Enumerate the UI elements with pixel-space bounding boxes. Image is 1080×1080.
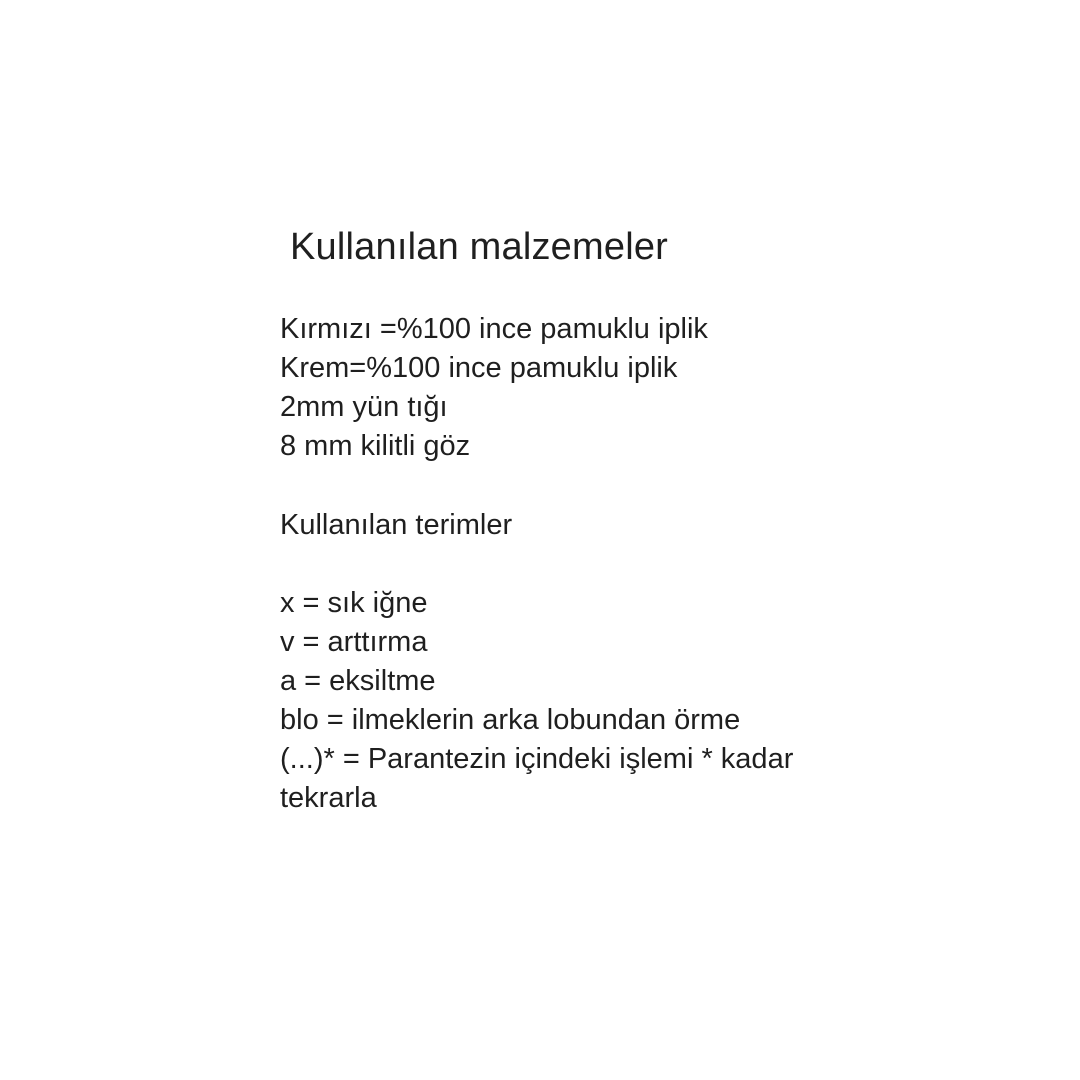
material-item: 2mm yün tığı [280,391,448,423]
term-item: blo = ilmeklerin arka lobundan örme [280,704,741,736]
page-title: Kullanılan malzemeler [290,226,669,268]
materials-list [280,310,708,466]
material-item: 8 mm kilitli göz [280,430,471,462]
term-item: a = eksiltme [280,665,436,697]
term-item: v = arttırma [280,626,428,658]
term-item: (...)* = Parantezin içindeki işlemi * kadar tekrarla [280,743,794,814]
terms-heading: Kullanılan terimler [280,509,513,541]
term-item: x = sık iğne [280,587,428,619]
material-item: Kırmızı =%100 ince pamuklu iplik [280,313,708,345]
terms-list [280,584,850,818]
material-item: Krem=%100 ince pamuklu iplik [280,352,678,384]
